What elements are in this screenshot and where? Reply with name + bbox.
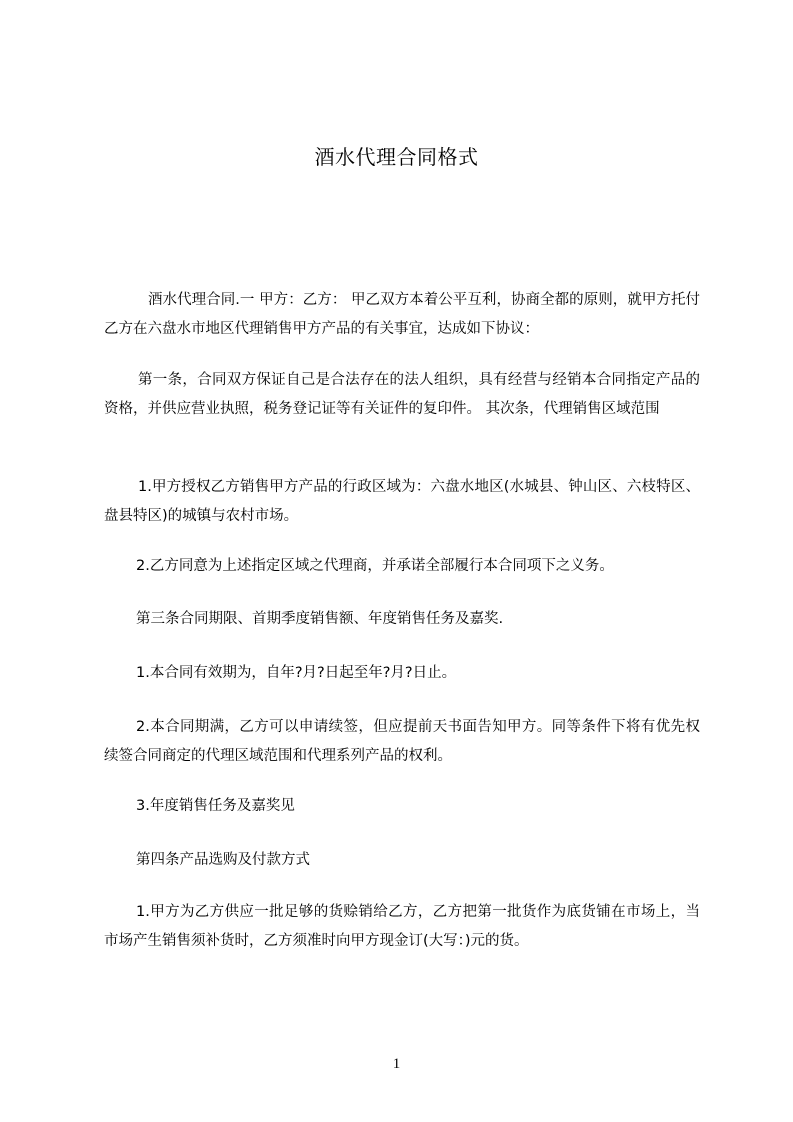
paragraph-region-2: 2.乙方同意为上述指定区域之代理商，并承诺全部履行本合同项下之义务。 [136,558,614,574]
page-number: 1 [392,1056,401,1072]
paragraph-article-3: 第三条合同期限、首期季度销售额、年度销售任务及嘉奖. [136,611,504,627]
paragraph-term-3: 3.年度销售任务及嘉奖见 [136,798,295,814]
paragraph-term-1: 1.本合同有效期为，自年?月?日起至年?月?日止。 [136,665,457,681]
paragraph-purchase-1: 1.甲方为乙方供应一批足够的货赊销给乙方，乙方把第一批货作为底货铺在市场上，当市场产生销售须补货时，乙方须准时向甲方现金订(大写：)元的货。 [104,904,700,949]
paragraph-region-1: 1.甲方授权乙方销售甲方产品的行政区域为：六盘水地区(水城县、钟山区、六枝特区、盘县特区)的城镇与农村市场。 [104,479,700,524]
paragraph-article-4: 第四条产品选购及付款方式 [136,852,310,868]
paragraph-intro: 酒水代理合同.一 甲方：乙方： 甲乙双方本着公平互利，协商全都的原则，就甲方托付乙方在六盘水市地区代理销售甲方产品的有关事宜，达成如下协议： [104,292,700,337]
paragraph-article-1: 第一条，合同双方保证自己是合法存在的法人组织，具有经营与经销本合同指定产品的资格，并供应营业执照，税务登记证等有关证件的复印件。 其次条，代理销售区域范围 [104,372,700,417]
paragraph-term-2: 2.本合同期满，乙方可以申请续签，但应提前天书面告知甲方。同等条件下将有优先权续签合同商定的代理区域范围和代理系列产品的权利。 [104,719,700,764]
document-title: 酒水代理合同格式 [314,145,479,169]
